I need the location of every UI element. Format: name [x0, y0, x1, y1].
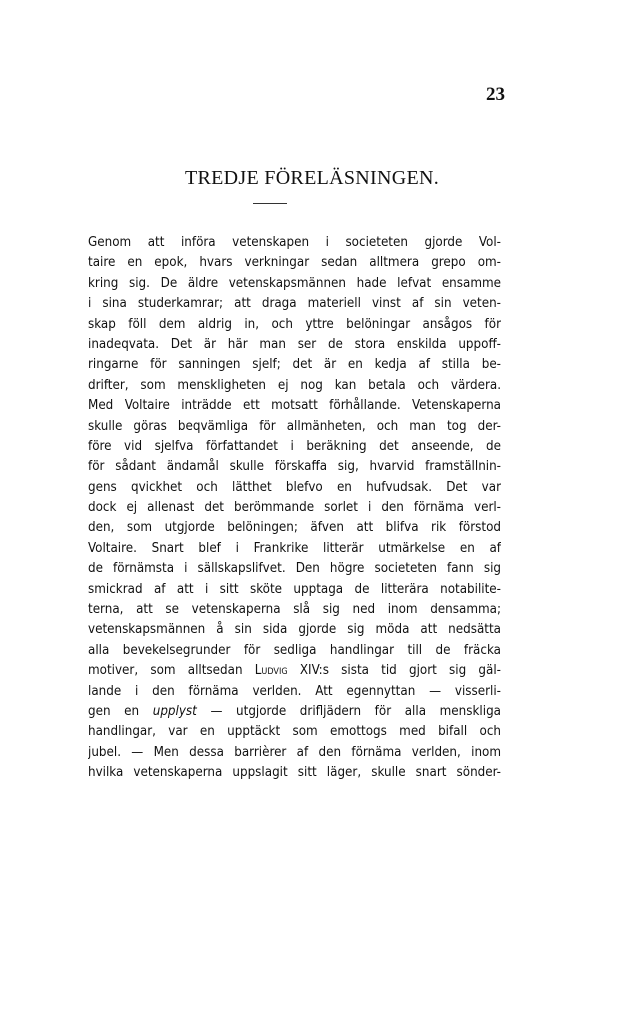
text-run: skap föll dem aldrig in, och yttre belöningar ansågos för	[88, 316, 501, 332]
text-run: Med Voltaire inträdde ett motsatt förhållande. Vetenskaperna	[88, 398, 501, 414]
text-smallcaps: Ludvig	[254, 663, 288, 679]
text-run: Genom att införa vetenskapen i societeten gjorde Vol-	[88, 235, 501, 250]
text-run: kring sig. De äldre vetenskapsmännen hade lefvat ensamme	[88, 275, 501, 291]
text-line	[88, 722, 501, 742]
text-line	[88, 376, 501, 396]
text-line	[88, 396, 501, 416]
body-paragraph	[88, 233, 501, 784]
text-line	[88, 518, 501, 538]
title-divider	[253, 203, 287, 204]
chapter-title: TREDJE FÖRELÄSNINGEN.	[184, 167, 440, 189]
text-line	[88, 233, 501, 253]
text-line	[88, 600, 501, 620]
text-run: för sådant ändamål skulle förskaffa sig, hvarvid framställnin-	[88, 459, 501, 475]
text-line	[88, 580, 501, 600]
text-line	[88, 743, 501, 763]
text-line	[88, 253, 501, 273]
text-line	[88, 620, 501, 640]
text-run: alla bevekelsegrunder för sedliga handlingar till de fräcka	[88, 642, 501, 658]
text-run: smickrad af att i sitt sköte upptaga de litterära notabilite-	[88, 581, 501, 597]
page-number: 23	[486, 84, 505, 105]
text-line	[88, 437, 501, 457]
text-line	[88, 274, 501, 294]
text-run: före vid sjelfva författandet i beräkning det anseende, de	[88, 438, 501, 454]
text-run: handlingar, var en upptäckt som emottogs med bifall och	[88, 724, 501, 740]
text-line	[88, 559, 501, 579]
text-run: gen en	[88, 703, 153, 719]
text-run: hvilka vetenskaperna uppslagit sitt läger, skulle snart sönder-	[88, 765, 501, 781]
text-run: taire en epok, hvars verkningar sedan alltmera grepo om-	[88, 255, 501, 271]
text-line	[88, 335, 501, 355]
text-line	[88, 702, 501, 722]
text-run: den, som utgjorde belöningen; äfven att blifva rik förstod	[88, 520, 501, 536]
text-italic: upplyst	[152, 703, 197, 719]
text-run: ringarne för sanningen sjelf; det är en kedja af stilla be-	[88, 357, 501, 373]
text-run: lande i den förnäma verlden. Att egennyttan — visserli-	[88, 683, 501, 699]
text-run: inadeqvata. Det är här man ser de stora enskilda uppoff-	[88, 336, 501, 352]
text-line	[88, 539, 501, 559]
text-line	[88, 417, 501, 437]
text-run: — utgjorde drifljädern för alla menskliga	[196, 703, 501, 719]
text-run: de förnämsta i sällskapslifvet. Den högre societeten fann sig	[88, 561, 501, 577]
text-run: terna, att se vetenskaperna slå sig ned inom densamma;	[88, 602, 501, 618]
text-line	[88, 478, 501, 498]
text-run: jubel. — Men dessa barrièrer af den förnäma verlden, inom	[88, 744, 501, 760]
text-line	[88, 682, 501, 702]
text-run: drifter, som menskligheten ej nog kan betala och värdera.	[88, 377, 501, 393]
text-line	[88, 763, 501, 783]
text-line	[88, 498, 501, 518]
text-line	[88, 661, 501, 681]
text-run: vetenskapsmännen å sin sida gjorde sig möda att nedsätta	[88, 622, 501, 638]
text-run: gens qvickhet och lätthet blefvo en hufvudsak. Det var	[88, 479, 501, 495]
text-run: XIV:s sista tid gjort sig gäl-	[287, 663, 501, 679]
text-run: skulle göras beqvämliga för allmänheten, och man tog der-	[88, 418, 501, 434]
text-run: dock ej allenast det berömmande sorlet i den förnäma verl-	[88, 500, 501, 516]
text-run: Voltaire. Snart blef i Frankrike litterär utmärkelse en af	[88, 540, 501, 556]
text-run: i sina studerkamrar; att draga materiell vinst af sin veten-	[88, 296, 501, 312]
text-line	[88, 457, 501, 477]
text-run: motiver, som alltsedan	[88, 663, 255, 679]
text-line	[88, 294, 501, 314]
text-line	[88, 641, 501, 661]
text-line	[88, 355, 501, 375]
text-line	[88, 315, 501, 335]
